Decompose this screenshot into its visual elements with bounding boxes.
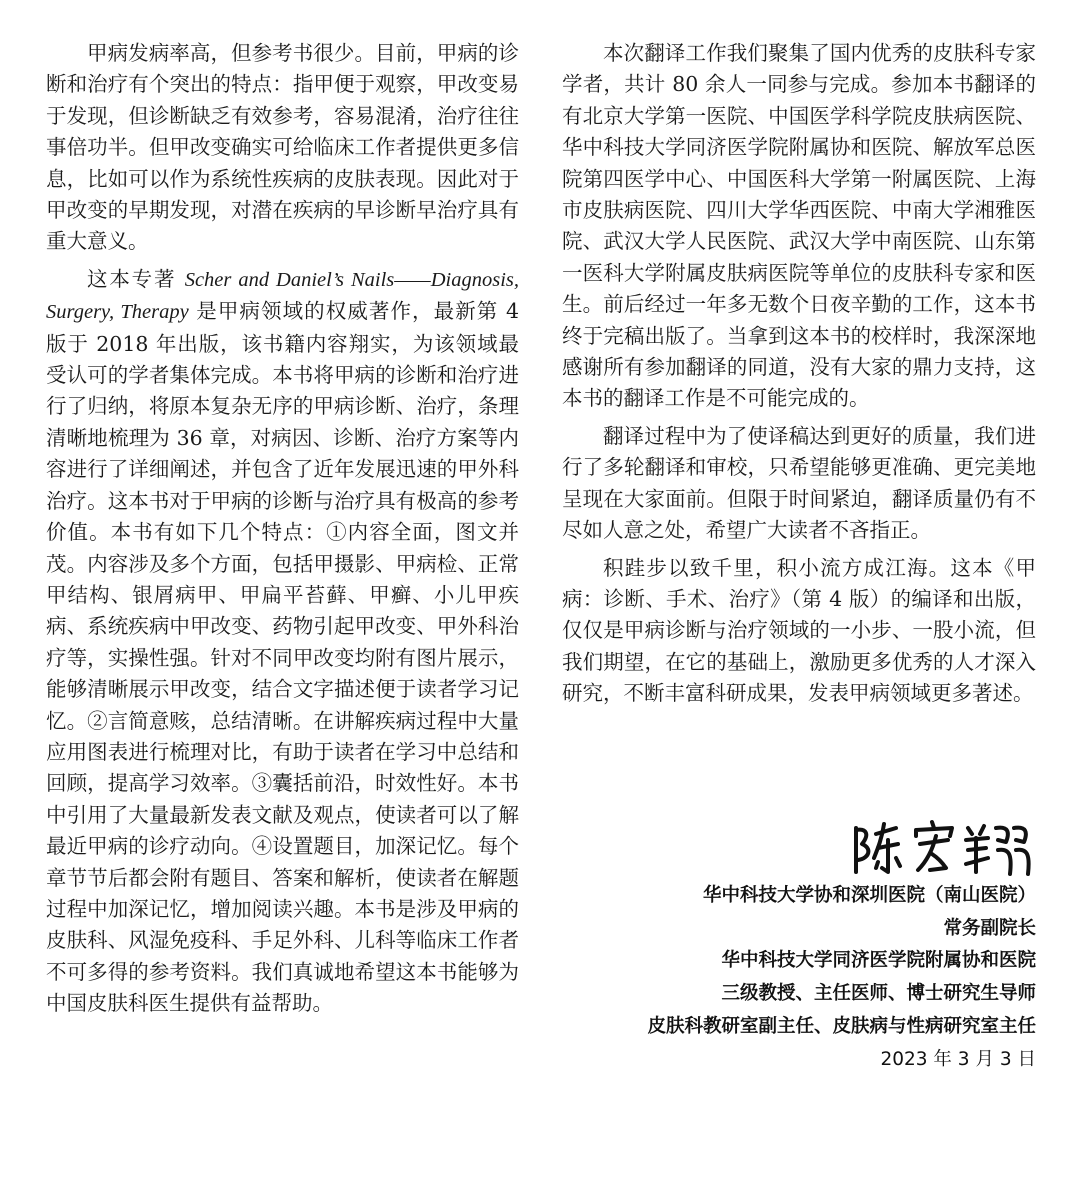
credit-line-1: 华中科技大学协和深圳医院（南山医院） bbox=[702, 885, 1036, 906]
handwritten-signature bbox=[846, 818, 1036, 880]
paragraph-book-features bbox=[46, 264, 519, 1020]
credit-line-5: 皮肤科教研室副主任、皮肤病与性病研究室主任 bbox=[647, 1015, 1036, 1037]
signature-date: 2023 年 3 月 3 日 bbox=[880, 1048, 1036, 1070]
left-column bbox=[46, 38, 519, 1026]
paragraph-lead-text: 这本专著 bbox=[87, 266, 185, 291]
paragraph-intro: 甲病发病率高，但参考书很少。目前，甲病的诊断和治疗有个突出的特点：指甲便于观察，甲改变易于发现，但诊断缺乏有效参考，容易混淆，治疗往往事倍功半。但甲改变确实可给临床工作者提供更多信息，比如可以作为系统性疾病的皮肤表现。因此对于甲改变的早期发现，对潜在疾病的早诊断早治疗具有重大意义。 bbox=[46, 41, 519, 254]
paragraph-body-text: 是甲病领域的权威著作，最新第 4 版于 2018 年出版，该书籍内容翔实，为该领域最受认可的学者集体完成。本书将甲病的诊断和治疗进行了归纳，将原本复杂无序的甲病诊断、治疗，条理清晰地梳理为 36 章，对病因、诊断、治疗方案等内容进行了详细阐述，并包含了近年发展迅速的甲外科治疗。这本书对于甲病的诊断与治疗具有极高的参考价值。本书有如下几个特点：①内容全面，图文并茂。内容涉及多个方面，包括甲摄影、甲病检、正常甲结构、银屑病甲、甲扁平苔藓、甲癣、小儿甲疾病、系统疾病中甲改变、药物引起甲改变、甲外科治疗等，实操性强。针对不同甲改变均附有图片展示，能够清晰展示甲改变，结合文字描述便于读者学习记忆。②言简意赅，总结清晰。在讲解疾病过程中大量应用图表进行梳理对比，有助于读者在学习中总结和回顾，提高学习效率。③囊括前沿，时效性好。本书中引用了大量最新发表文献及观点，使读者可以了解最近甲病的诊疗动向。④设置题目，加深记忆。每个章节节后都会附有题目、答案和解析，使读者在解题过程中加深记忆，增加阅读兴趣。本书是涉及甲病的皮肤科、风湿免疫科、手足外科、儿科等临床工作者不可多得的参考资料。我们真诚地希望这本书能够为中国皮肤科医生提供有益帮助。 bbox=[46, 299, 519, 1016]
credit-line-4: 三级教授、主任医师、博士研究生导师 bbox=[721, 983, 1036, 1005]
paragraph-closing: 积跬步以致千里，积小流方成江海。这本《甲病：诊断、手术、治疗》（第 4 版）的编译和出版，仅仅是甲病诊断与治疗领域的一小步、一股小流，但我们期望，在它的基础上，激励更多优秀的人才深入研究，不断丰富科研成果，发表甲病领域更多著述。 bbox=[562, 555, 1036, 706]
credit-line-2: 常务副院长 bbox=[943, 917, 1036, 939]
paragraph-translation-team: 本次翻译工作我们聚集了国内优秀的皮肤科专家学者，共计 80 余人一同参与完成。参加本书翻译的有北京大学第一医院、中国医学科学院皮肤病医院、华中科技大学同济医学院附属协和医院、解放军总医院第四医学中心、中国医科大学第一附属医院、上海市皮肤病医院、四川大学华西医院、中南大学湘雅医院、武汉大学人民医院、武汉大学中南医院、山东第一医科大学附属皮肤病医院等单位的皮肤科专家和医生。前后经过一年多无数个日夜辛勤的工作，这本书终于完稿出版了。当拿到这本书的校样时，我深深地感谢所有参加翻译的同道，没有大家的鼎力支持，这本书的翻译工作是不可能完成的。 bbox=[562, 41, 1036, 411]
paragraph-translation-process: 翻译过程中为了使译稿达到更好的质量，我们进行了多轮翻译和审校，只希望能够更准确、更完美地呈现在大家面前。但限于时间紧迫，翻译质量仍有不尽如人意之处，希望广大读者不吝指正。 bbox=[562, 423, 1036, 543]
credit-line-3: 华中科技大学同济医学院附属协和医院 bbox=[721, 950, 1036, 972]
book-title-english: Scher and Daniel’s Nails——Diagnosis, Surgery, Therapy bbox=[46, 268, 519, 324]
signature-block bbox=[556, 818, 1036, 1076]
right-column bbox=[562, 38, 1036, 716]
